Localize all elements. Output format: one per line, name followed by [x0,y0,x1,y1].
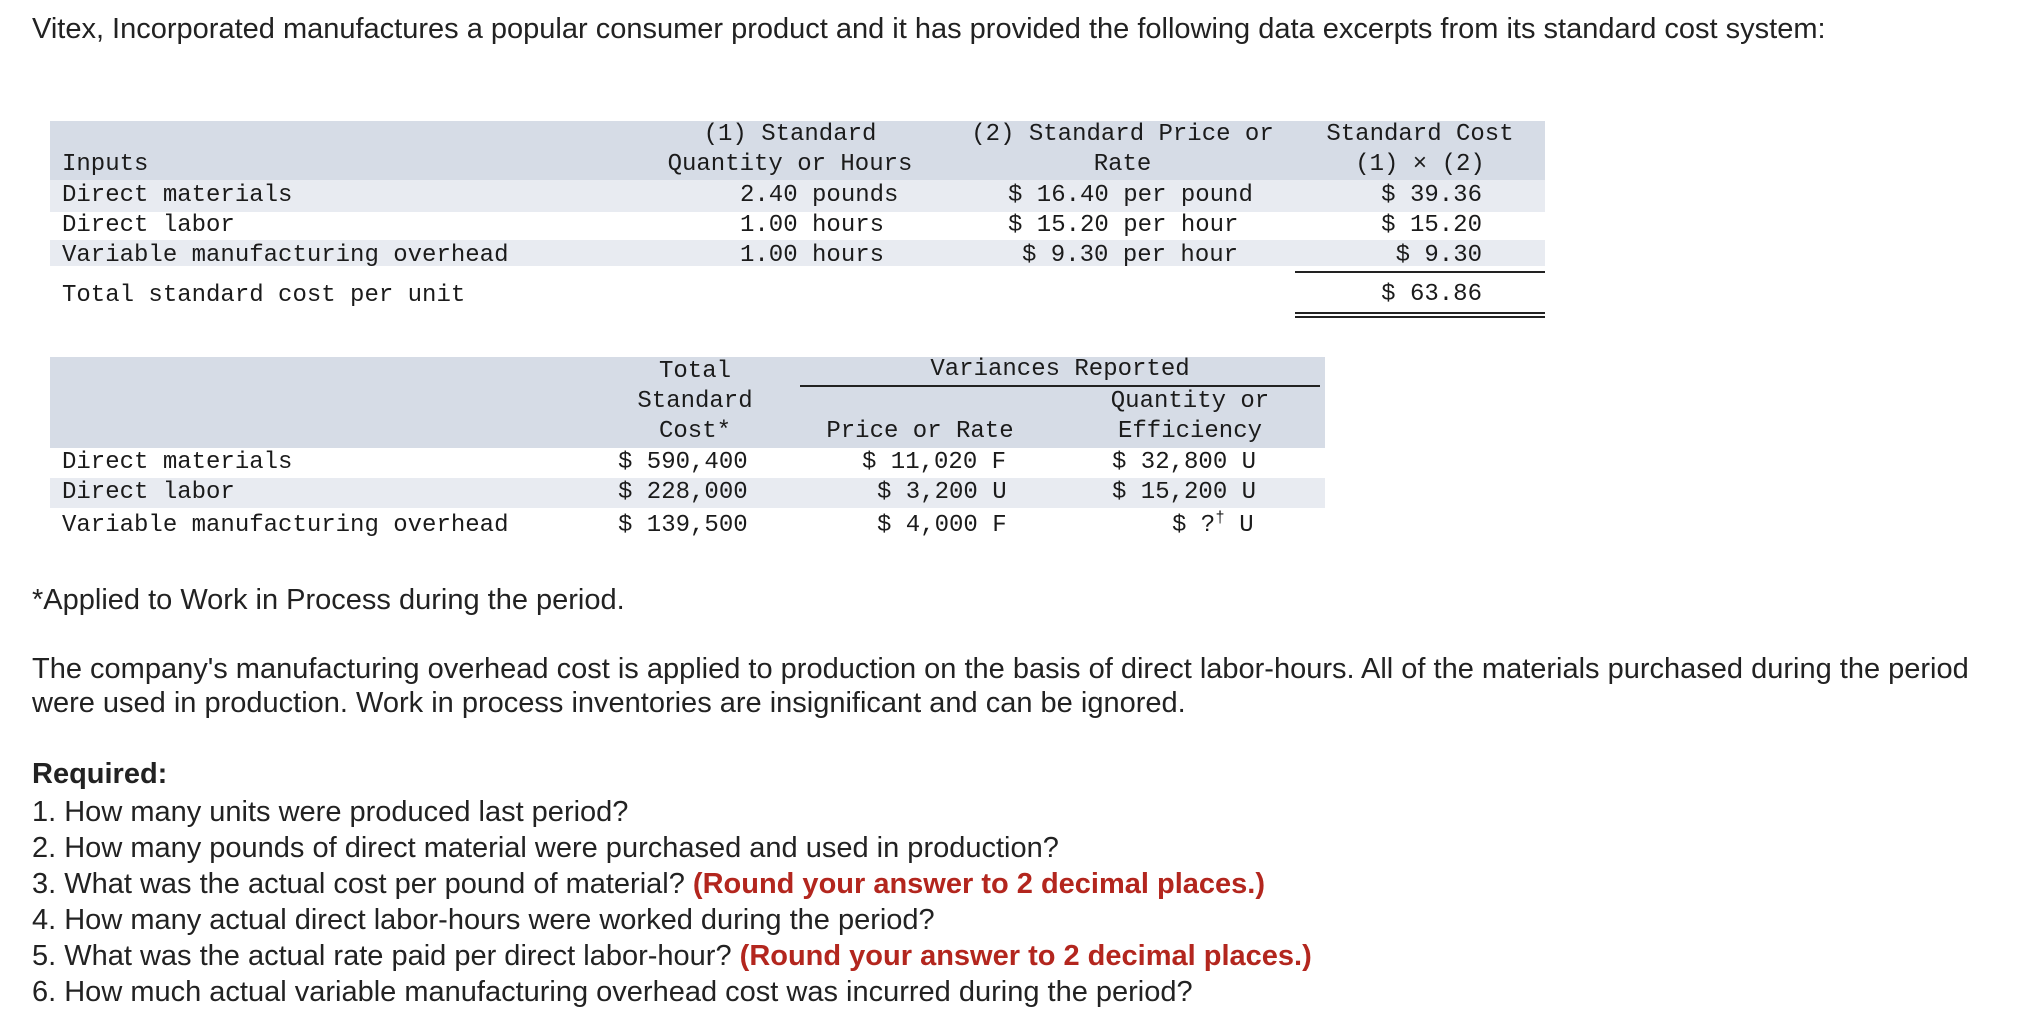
header-total-line2: Standard [637,388,753,415]
cost-row-cost: $ 9.30 [1395,242,1482,269]
qty-prefix: $ ? [1172,512,1216,539]
cost-row-price: $ 16.40 per pound [1008,182,1253,209]
footnote: *Applied to Work in Process during the period. [32,584,625,616]
variance-row-input: Direct labor [62,479,235,506]
variance-row-input: Variable manufacturing overhead [62,512,509,539]
total-value: $ 63.86 [1381,281,1482,308]
question-item [32,866,1312,902]
question-text: 6. How much actual variable manufacturing overhead cost was incurred during the period? [32,976,1193,1008]
variance-row-qty: $ 32,800 U [1112,449,1257,476]
variance-row-price: $ 4,000 F [877,512,1007,539]
question-text: 3. What was the actual cost per pound of material? [32,868,693,900]
variance-row-total: $ 139,500 [618,512,748,539]
total-label: Total standard cost per unit [62,282,466,309]
question-text: 2. How many pounds of direct material were purchased and used in production? [32,832,1059,864]
required-heading: Required: [32,758,168,790]
header-variances-reported: Variances Reported [930,356,1190,383]
cost-row-input: Variable manufacturing overhead [62,242,509,269]
cost-row-input: Direct labor [62,212,235,239]
header-cost-line1: Standard Cost [1326,121,1514,148]
variance-row-qty [1172,511,1254,541]
description-paragraph: The company's manufacturing overhead cost is applied to production on the basis of direct labor-hours. All of the materials purchased during the period were used in production. Work in process inventories are insignificant and can be ignored. [32,653,1969,719]
variance-row-input: Direct materials [62,449,293,476]
questions-list [32,794,1312,1010]
cost-row-cost: $ 39.36 [1381,182,1482,209]
subtotal-rule [1295,271,1545,273]
question-text: 5. What was the actual rate paid per direct labor-hour? [32,940,740,972]
question-item [32,938,1312,974]
cost-row-input: Direct materials [62,182,293,209]
variance-row-total: $ 590,400 [618,449,748,476]
cost-row-qty: 2.40 pounds [740,182,899,209]
header-qty-line1: Quantity or [1110,388,1270,415]
header-price-line2: Rate [1093,151,1152,178]
cost-row-cost: $ 15.20 [1381,212,1482,239]
total-double-rule-top [1295,312,1545,314]
total-double-rule-bottom [1295,316,1545,318]
intro-text: Vitex, Incorporated manufactures a popular consumer product and it has provided the following data excerpts from its standard cost system: [32,13,1826,45]
rounding-hint: (Round your answer to 2 decimal places.) [692,868,1266,900]
cost-row-price: $ 9.30 per hour [1022,242,1239,269]
rounding-hint: (Round your answer to 2 decimal places.) [739,940,1312,972]
header-total-line1: Total [658,358,731,385]
variance-row-price: $ 3,200 U [877,479,1007,506]
question-text: 4. How many actual direct labor-hours were worked during the period? [32,904,935,936]
header-qty-line1: (1) Standard [703,121,877,148]
header-inputs: Inputs [62,151,149,178]
cost-row-qty: 1.00 hours [740,242,885,269]
header-price-or-rate: Price or Rate [826,418,1014,445]
variance-row-price: $ 11,020 F [862,449,1007,476]
question-item [32,974,1312,1010]
cost-row-price: $ 15.20 per hour [1008,212,1239,239]
header-price-line1: (2) Standard Price or [971,121,1274,148]
variance-row-qty: $ 15,200 U [1112,479,1257,506]
question-item [32,902,1312,938]
question-item [32,794,1312,830]
qty-suffix: U [1224,512,1254,539]
cost-row-qty: 1.00 hours [740,212,885,239]
header-qty-line2: Efficiency [1117,418,1263,445]
header-total-line3: Cost* [658,418,731,445]
question-item [32,830,1312,866]
header-qty-line2: Quantity or Hours [667,151,913,178]
dagger-footnote-mark: † [1215,509,1225,527]
header-cost-line2: (1) × (2) [1355,151,1485,178]
question-text: 1. How many units were produced last period? [32,796,629,828]
variance-row-total: $ 228,000 [618,479,748,506]
